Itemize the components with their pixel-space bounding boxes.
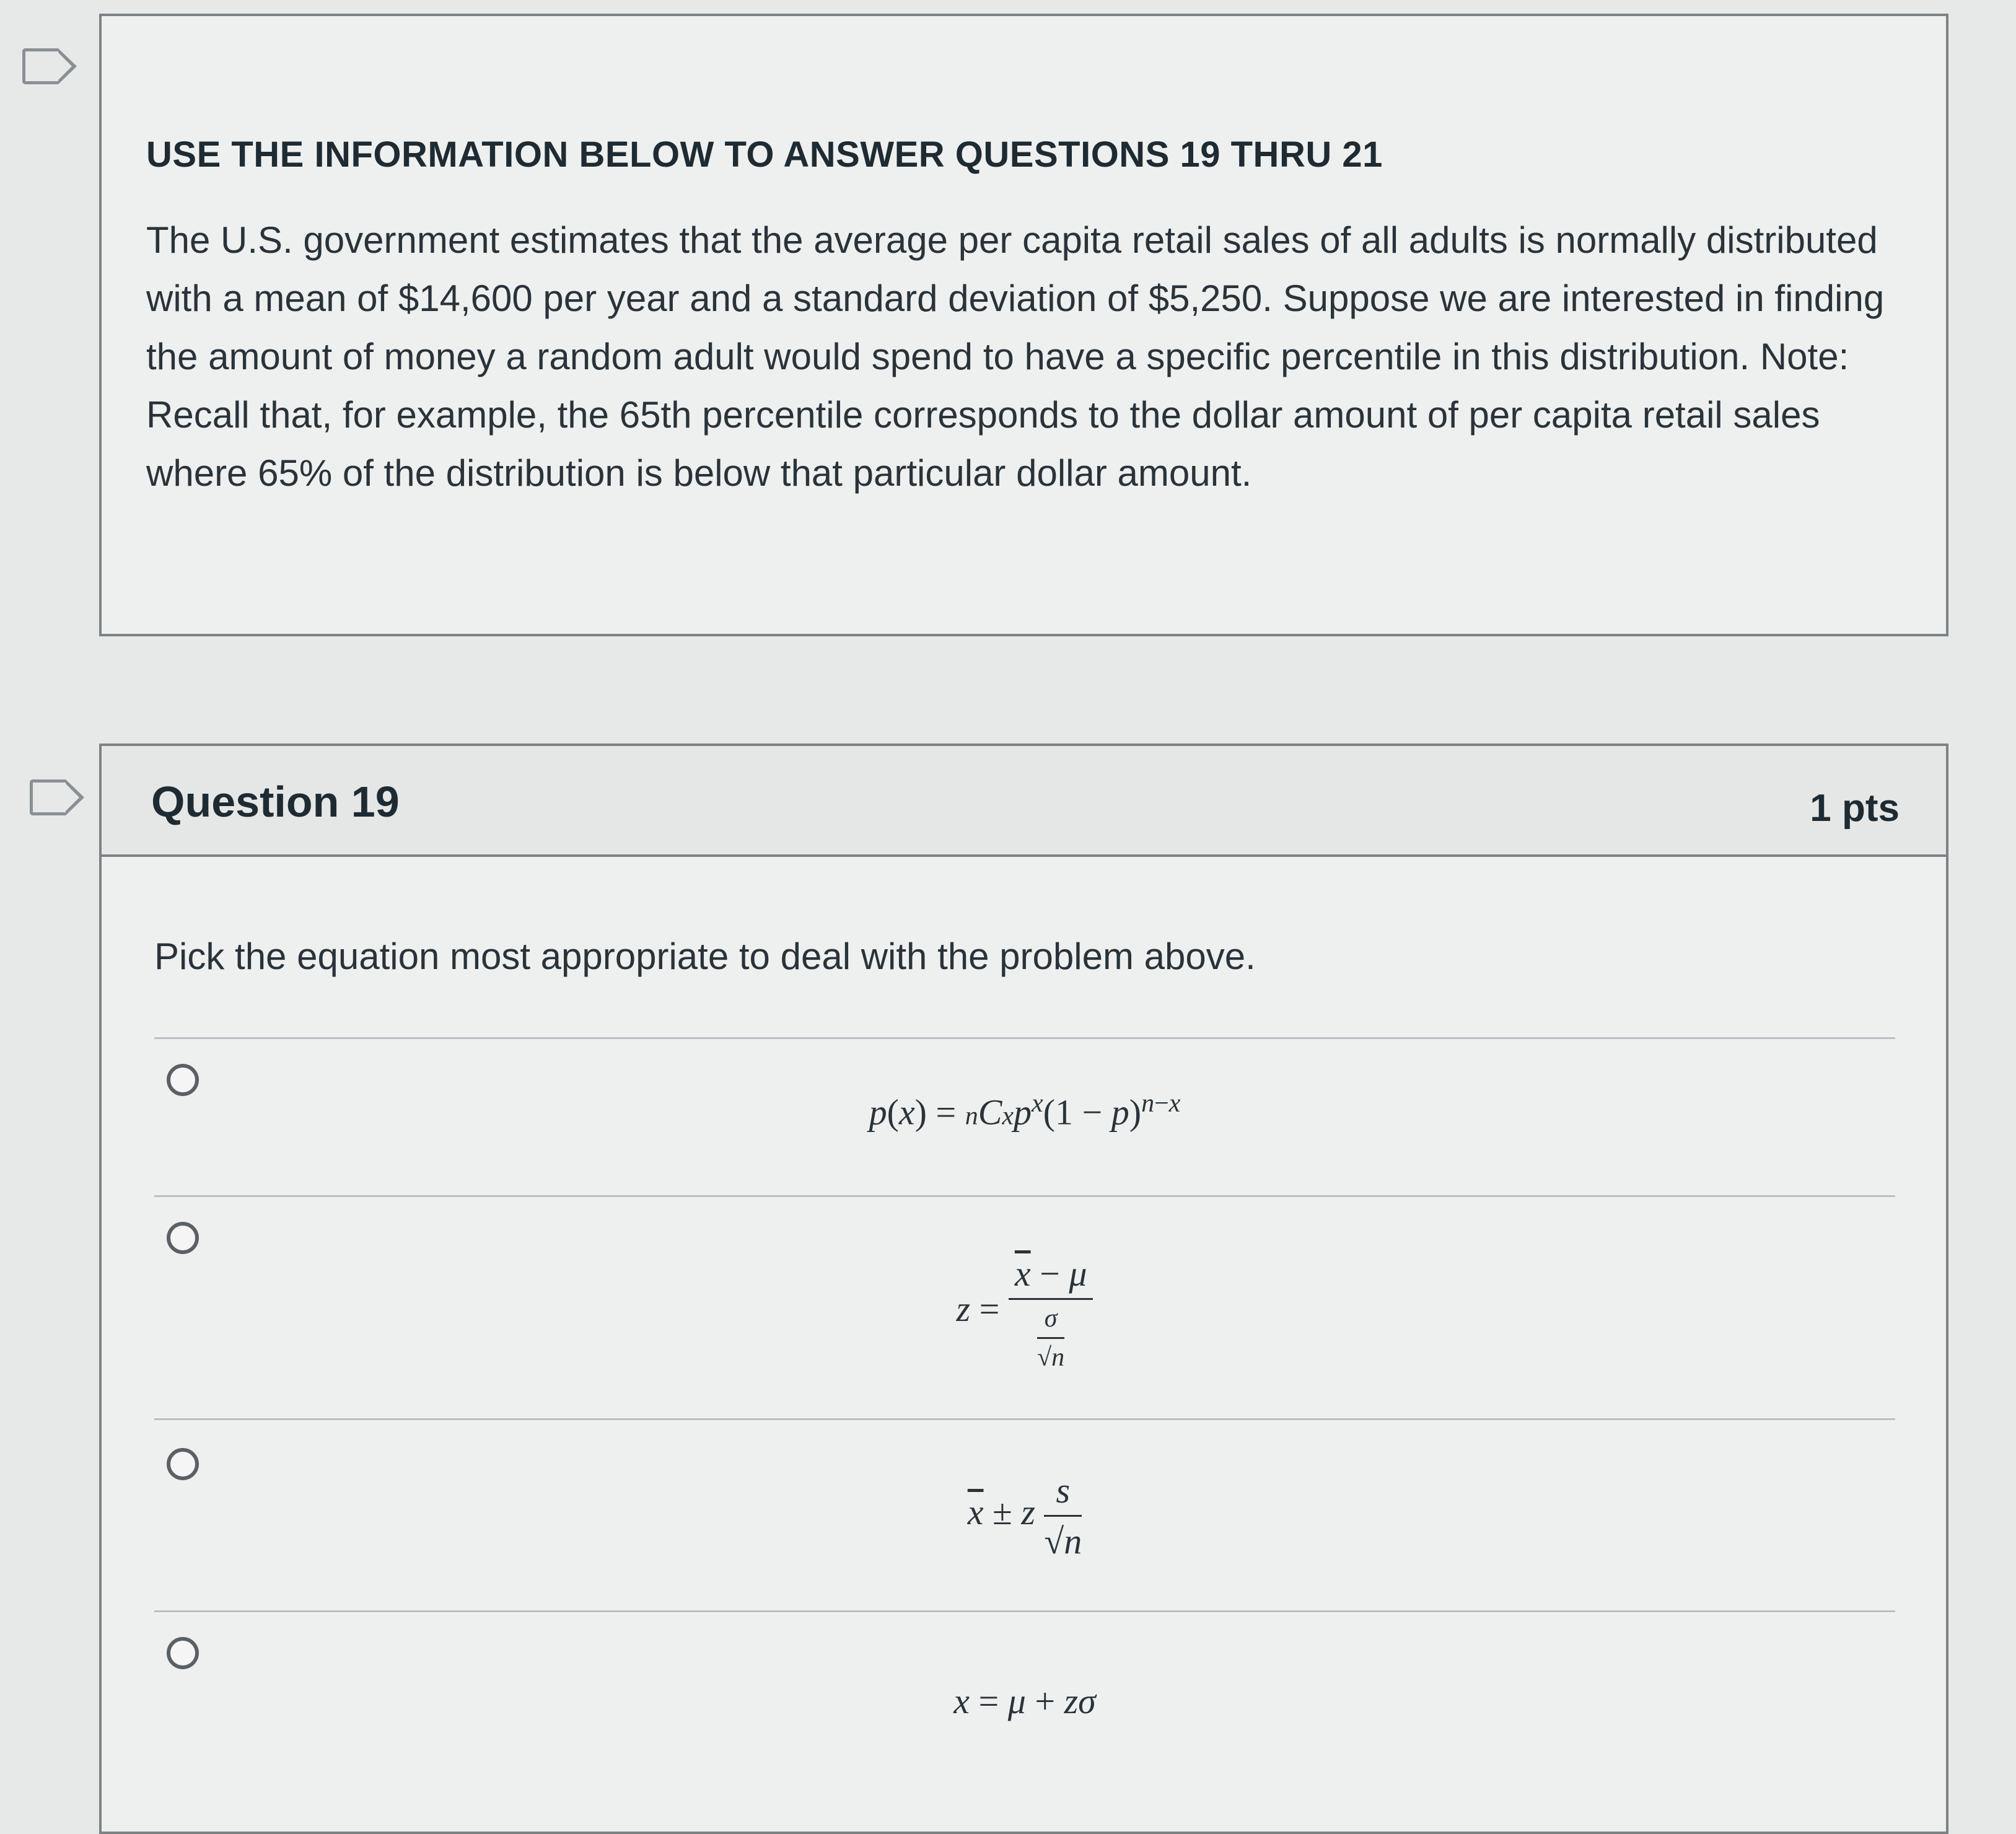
info-panel — [99, 14, 1948, 636]
equation-binomial: p(x) = nCxp$^x$(1 − p)$^{n-x}$ — [869, 1089, 1181, 1133]
question-points: 1 pts — [1810, 787, 1900, 830]
equation-confidence-interval: $\overline{x} \pm z$ $\frac{s}{√n}$ — [967, 1470, 1082, 1561]
answer-option-percentile[interactable] — [154, 1610, 1895, 1771]
equation-z-score-mean: z = $\frac{\overline{x} - \mu}{\frac{\sigma}{√n}}$ — [154, 1253, 1895, 1372]
info-title: USE THE INFORMATION BELOW TO ANSWER QUESTIONS 19 THRU 21 — [146, 134, 1383, 175]
bookmark-flag-icon[interactable] — [22, 48, 58, 84]
answer-option-binomial[interactable] — [154, 1037, 1895, 1195]
equation-percentile: x = μ + zσ — [953, 1681, 1096, 1721]
bookmark-flag-icon[interactable] — [30, 779, 66, 815]
question-prompt: Pick the equation most appropriate to deal with the problem above. — [154, 936, 1256, 977]
answer-option-confidence-interval[interactable] — [154, 1418, 1895, 1610]
radio-button-icon[interactable] — [167, 1222, 199, 1254]
question-title: Question 19 — [151, 778, 400, 826]
answer-option-z-score-mean[interactable] — [154, 1195, 1895, 1418]
info-text: The U.S. government estimates that the average per capita retail sales of all adults is normally distributed with a mean of $14,600 per year and a standard deviation of $5,250. Suppose we are interested in finding the amount of money a random adult would spend to have a specific percentile in this distribution. Note: Recall that, for example, the 65th percentile corresponds to the dollar amount of per capita retail sales where 65% of the distribution is below that particular dollar amount. — [146, 219, 1885, 494]
question-header — [102, 746, 1946, 857]
question-panel — [99, 744, 1948, 1834]
answer-list — [154, 1037, 1895, 1771]
radio-button-icon[interactable] — [167, 1637, 199, 1669]
